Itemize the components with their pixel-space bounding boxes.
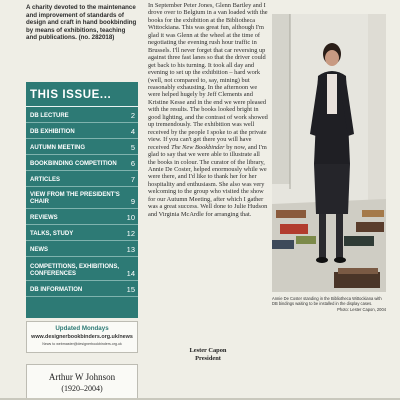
toc-item-label: NEWS [30,247,48,253]
table-of-contents [26,107,138,297]
toc-item-page: 12 [126,229,135,238]
toc-item[interactable] [26,155,138,171]
toc-item-label: AUTUMN MEETING [30,145,85,151]
photo-credit: Photo: Lester Capon, 2004 [337,307,386,312]
author-role: President [195,355,221,362]
toc-item[interactable] [26,281,138,297]
author-name: Lester Capon [189,347,227,354]
toc-item-label: VIEW FROM THE PRESIDENT'S CHAIR [30,192,120,205]
toc-item-page: 9 [130,197,135,206]
toc-item[interactable] [26,171,138,187]
article-text-1: In September Peter Jones, Glenn Bartley and I drove over to Belgium in a van loaded with the books for the exhibition at the Bibliotheca Wittockiana. This was great fun, although I'm glad it was Glenn at the wheel at the time of negotiating the evening rush hour traffic in Brussels. I'll never forget that car reversing up against three fast lanes so that the driver could get back to his turning. It took all day and evening to set up the exhibition – hard work (well, not compared to, say, mining) but reasonably exhausting. In the afternoon we were helped hugely by Jeff Clements and Kristine Kesse and in the end we were pleased with the results. The books looked bright in good lighting, and the contrast of work showed up tremendously. The exhibition was well received by the people I spoke to at the private view. If you can't get there you will have received [148,2,268,151]
obituary-box [26,364,138,400]
webmaster-note: News to webmaster@designerbookbinders.org.uk [42,342,122,346]
updated-title: Updated Mondays [55,325,109,332]
toc-item[interactable] [26,107,138,123]
photo-illustration [272,14,386,292]
toc-item-label: TALKS, STUDY [30,231,74,237]
article-body [148,2,268,218]
this-issue-title: THIS ISSUE... [26,82,138,107]
toc-item-label: COMPETITIONS, EXHIBITIONS, CONFERENCES [30,264,120,277]
toc-item[interactable] [26,225,138,241]
toc-item-page: 10 [126,213,135,222]
toc-item[interactable] [26,257,138,281]
toc-item-label: ARTICLES [30,177,60,183]
toc-item-label: BOOKBINDING COMPETITION [30,161,117,167]
toc-item[interactable] [26,139,138,155]
obituary-name: Arthur W Johnson [48,372,116,382]
obituary-dates: (1920–2004) [61,384,103,393]
article-text-2: by now, and I'm glad to say that we were able to illustrate all the books in colour. The curator of the library, Annie De Coster, helped enormously while we were there, and I'd like to thank her for her hospitality and enthusiasm. She also was very welcoming to the group who visited the show for our Autumn Meeting, after which I gather was a great success. Well done to Julie Hudson and Virginia McArdle for arranging that. [148,143,268,218]
updated-mondays-box [26,321,138,353]
toc-item-label: DB EXHIBITION [30,129,75,135]
toc-item[interactable] [26,123,138,139]
toc-item-page: 7 [130,175,135,184]
president-article [148,2,268,218]
toc-item-page: 13 [126,245,135,254]
toc-item-page: 15 [126,285,135,294]
toc-item-page: 14 [126,269,135,278]
charity-statement: A charity devoted to the maintenance and improvement of standards of design and craft in hand bookbinding by means of exhibitions, teaching and publications. (no. 282018) [26,4,137,42]
toc-item-page: 5 [130,143,135,152]
toc-item[interactable] [26,187,138,209]
toc-item-page: 2 [130,111,135,120]
this-issue-box [26,82,138,318]
news-url-link[interactable]: www.designerbookbinders.org.uk/news [31,334,133,340]
toc-item-page: 4 [130,127,135,136]
toc-item[interactable] [26,209,138,225]
toc-item-label: REVIEWS [30,215,58,221]
exhibition-photo [272,14,386,292]
toc-item-label: DB LECTURE [30,113,69,119]
toc-item-label: DB INFORMATION [30,287,83,293]
photo-caption: Annie De Coster standing in the Bibliotheca Wittockiana with DB bindings waiting to be installed in the display cases. [272,296,382,306]
article-signoff [148,347,268,363]
photo-caption-block [272,296,386,312]
toc-item-page: 6 [130,159,135,168]
toc-item[interactable] [26,241,138,257]
article-publication-title: The New Bookbinder [171,143,225,151]
